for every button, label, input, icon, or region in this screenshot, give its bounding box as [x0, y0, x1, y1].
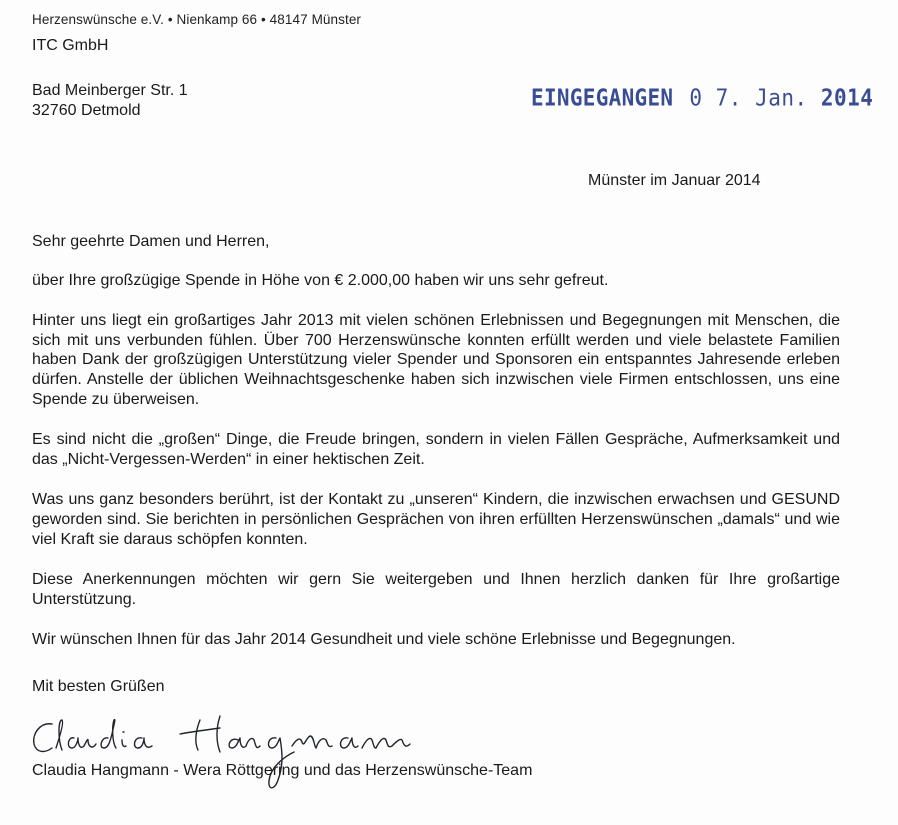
received-stamp [531, 85, 873, 111]
sender-line: Herzenswünsche e.V. • Nienkamp 66 • 48147 Münster [32, 12, 362, 27]
signatories-line: Claudia Hangmann - Wera Röttgering und das Herzenswünsche-Team [32, 762, 533, 779]
paragraph-wishes: Wir wünschen Ihnen für das Jahr 2014 Gesundheit und viele schöne Erlebnisse und Begegnungen. [32, 631, 736, 649]
recipient-street: Bad Meinberger Str. 1 [32, 82, 188, 99]
paragraph-gratitude: Diese Anerkennungen möchten wir gern Sie weitergeben und Ihnen herzlich danken für Ihre großartige Unterstützung. [32, 571, 840, 608]
closing-greeting: Mit besten Grüßen [32, 678, 165, 695]
letter-body [32, 232, 840, 671]
recipient-company: ITC GmbH [32, 37, 109, 54]
stamp-label: EINGEGANGEN [531, 85, 674, 111]
handwritten-signature [30, 706, 420, 801]
recipient-address [32, 36, 188, 121]
salutation: Sehr geehrte Damen und Herren, [32, 233, 270, 250]
place-date: Münster im Januar 2014 [588, 172, 761, 189]
paragraph-children: Was uns ganz besonders berührt, ist der Kontakt zu „unseren“ Kindern, die inzwischen erwachsen und GESUND geworden sind. Sie berichten in persönlichen Gesprächen von ihren erfüllten Herzenswünschen „damals“ und wie viel Kraft sie daraus schöpfen konnten. [32, 491, 840, 548]
stamp-year: 2014 [820, 85, 874, 111]
paragraph-big-things: Es sind nicht die „großen“ Dinge, die Freude bringen, sondern in vielen Fällen Gespräche, Aufmerksamkeit und das „Nicht-Vergessen-Werden“ in einer hektischen Zeit. [32, 431, 840, 468]
paragraph-thanks: über Ihre großzügige Spende in Höhe von € 2.000,00 haben wir uns sehr gefreut. [32, 271, 609, 289]
stamp-date: 0 7. Jan. [689, 85, 808, 111]
paragraph-year-review: Hinter uns liegt ein großartiges Jahr 2013 mit vielen schönen Erlebnissen und Begegnungen mit Menschen, die sich mit uns verbunden fühlen. Über 700 Herzenswünsche konnten erfüllt werden und viele belastete Familien haben Dank der großzügigen Unterstützung vieler Spender und Sponsoren ein entspanntes Jahresende erleben dürfen. Anstelle der üblichen Weihnachtsgeschenke haben sich inzwischen viele Firmen entschlossen, uns eine Spende zu überweisen. [32, 312, 840, 408]
recipient-city: 32760 Detmold [32, 102, 141, 119]
